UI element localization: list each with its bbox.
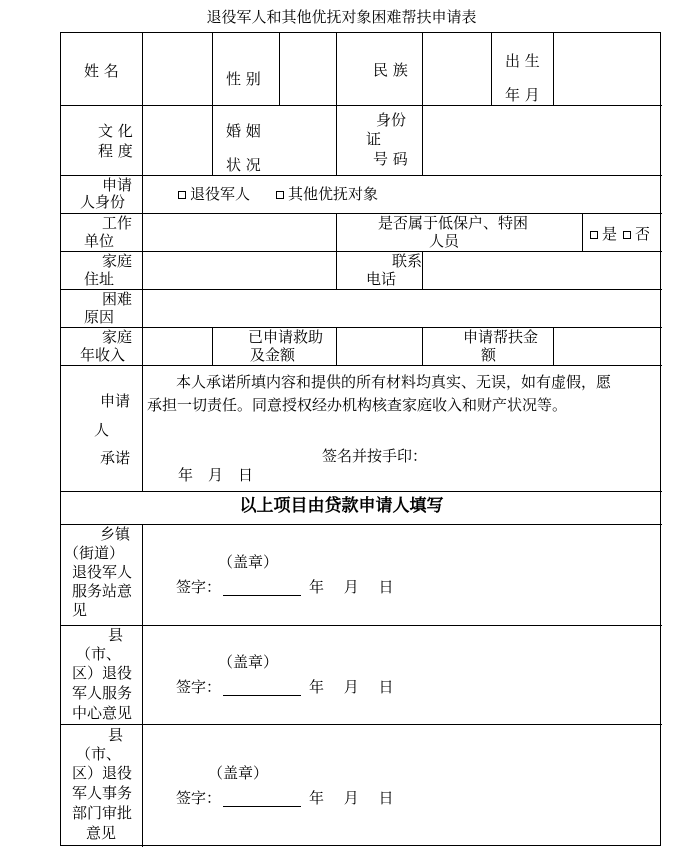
label-income-2: 年收入 [80, 346, 126, 364]
label-county2-6: 意见 [86, 824, 117, 842]
application-form-table [60, 32, 661, 846]
sign-line-county1[interactable]: 签字： 年 月 日 [176, 678, 394, 696]
label-amount-1: 申请帮扶金 [463, 328, 539, 346]
label-birth-2: 年 月 [505, 86, 540, 104]
label-county1-5: 中心意见 [72, 704, 133, 722]
label-address-2: 住址 [84, 270, 115, 288]
seal-town: （盖章） [218, 553, 279, 571]
sign-line-town[interactable]: 签字： 年 月 日 [176, 578, 394, 596]
option-other[interactable]: 其他优抚对象 [276, 185, 378, 203]
form-title: 退役军人和其他优抚对象困难帮扶申请表 [206, 8, 477, 26]
label-marital-2: 状 况 [226, 156, 261, 174]
label-town-3: 退役军人 [72, 563, 133, 581]
label-id-2: 证 [366, 130, 382, 148]
label-education-2: 程 度 [98, 142, 133, 160]
checkbox-yes[interactable] [590, 231, 598, 239]
label-name: 姓 名 [84, 62, 119, 80]
checkbox-other[interactable] [276, 191, 284, 199]
label-amount-2: 额 [481, 346, 497, 364]
label-identity-1: 申请 [102, 176, 133, 194]
label-town-4: 服务站意 [72, 582, 133, 600]
label-education-1: 文 化 [98, 122, 133, 140]
label-county2-5: 部门审批 [72, 804, 133, 822]
option-no[interactable]: 否 [623, 225, 650, 243]
label-aid-2: 及金额 [250, 346, 296, 364]
label-id-3: 号 码 [373, 150, 408, 168]
label-address-1: 家庭 [102, 252, 133, 270]
label-town-5: 见 [72, 601, 88, 619]
label-county1-2: （市、 [76, 645, 122, 663]
section-header: 以上项目由贷款申请人填写 [239, 496, 444, 516]
seal-county2: （盖章） [208, 764, 269, 782]
label-phone-1: 联系 [392, 252, 423, 270]
label-county1-3: 区）退役 [72, 664, 133, 682]
label-county2-4: 军人事务 [72, 784, 133, 802]
promise-text-1: 本人承诺所填内容和提供的所有材料均真实、无误，如有虚假，愿 [176, 373, 612, 391]
label-county2-1: 县 [108, 726, 124, 744]
label-work-2: 单位 [84, 232, 115, 250]
promise-date: 年 月 日 [178, 466, 254, 484]
label-county2-3: 区）退役 [72, 764, 133, 782]
label-income-1: 家庭 [102, 328, 133, 346]
label-promise-1: 申请 [100, 392, 131, 410]
checkbox-veteran[interactable] [178, 191, 186, 199]
label-promise-2: 人 [94, 421, 110, 439]
label-lowincome-1: 是否属于低保户、特困 [378, 214, 529, 232]
label-lowincome-2: 人员 [429, 232, 460, 250]
checkbox-no[interactable] [623, 231, 631, 239]
sign-line-county2[interactable]: 签字： 年 月 日 [176, 789, 394, 807]
signature-underline[interactable] [223, 792, 301, 807]
label-county1-1: 县 [108, 626, 124, 644]
label-phone-2: 电话 [366, 270, 397, 288]
label-county1-4: 军人服务 [72, 684, 133, 702]
signature-underline[interactable] [223, 681, 301, 696]
label-identity-2: 人身份 [80, 193, 126, 211]
signature-label: 签名并按手印： [322, 447, 428, 465]
option-yes[interactable]: 是 [590, 225, 617, 243]
label-reason-2: 原因 [84, 308, 115, 326]
label-county2-2: （市、 [76, 745, 122, 763]
label-aid-1: 已申请救助 [248, 328, 324, 346]
promise-text-2: 承担一切责任。同意授权经办机构核查家庭收入和财产状况等。 [147, 396, 568, 414]
label-promise-3: 承诺 [100, 449, 131, 467]
label-birth-1: 出 生 [505, 52, 540, 70]
label-town-2: （街道） [64, 544, 125, 562]
label-town-1: 乡镇 [100, 525, 131, 543]
label-gender: 性 别 [226, 70, 261, 88]
label-marital-1: 婚 姻 [226, 122, 261, 140]
label-work-1: 工作 [102, 214, 133, 232]
seal-county1: （盖章） [218, 653, 279, 671]
label-ethnicity: 民 族 [373, 61, 408, 79]
label-id-1: 身份 [376, 111, 407, 129]
option-veteran[interactable]: 退役军人 [178, 185, 250, 203]
label-reason-1: 困难 [102, 290, 133, 308]
signature-underline[interactable] [223, 581, 301, 596]
